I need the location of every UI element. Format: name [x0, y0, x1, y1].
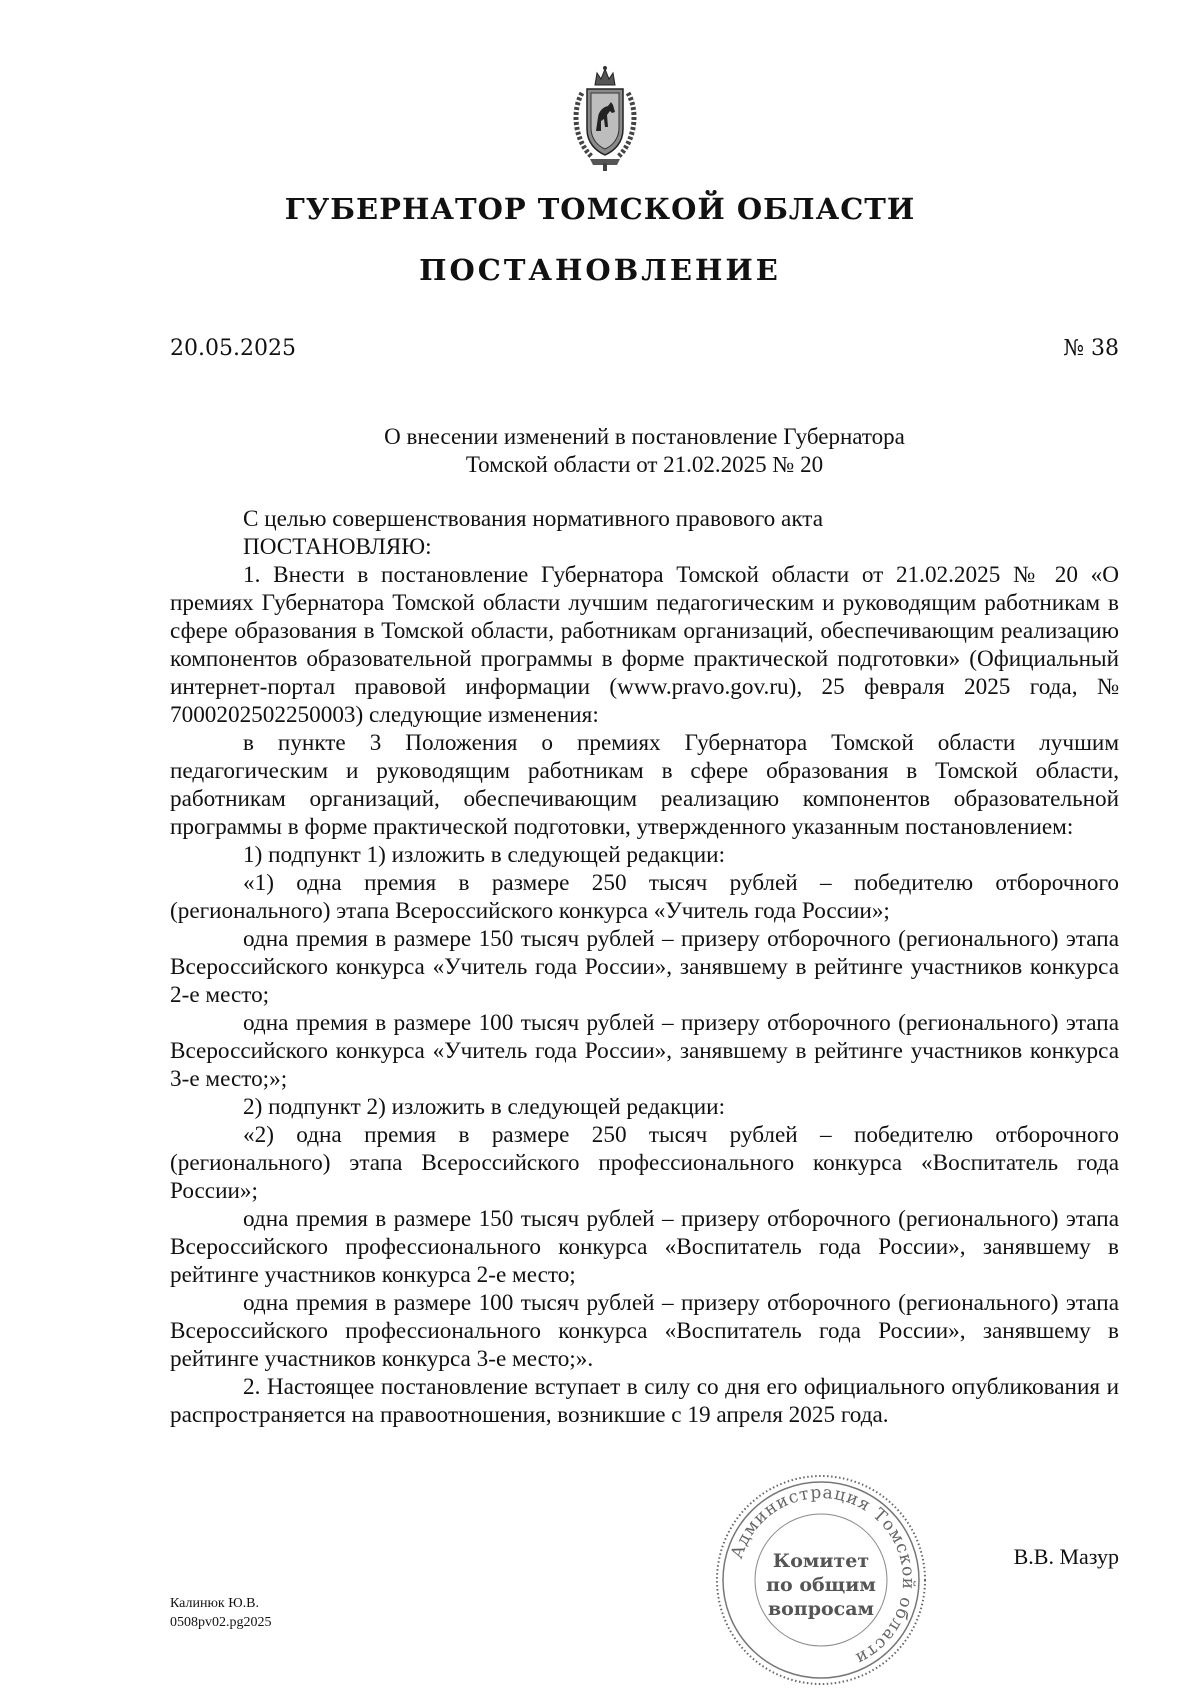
file-code: 0508pv02.pg2025 [170, 1615, 272, 1630]
body-paragraph: одна премия в размере 150 тысяч рублей – призеру отборочного (регионального) этапа Всероссийского профессионального конкурса «Воспитатель года России», занявшему в рейтинге участников конкурса 2-е место; [170, 1206, 1119, 1288]
official-stamp [712, 1471, 930, 1689]
title-line-2: Томской области от 21.02.2025 № 20 [465, 452, 824, 477]
document-title [170, 423, 1119, 479]
issuing-authority: ГУБЕРНАТОР ТОМСКОЙ ОБЛАСТИ [284, 192, 916, 226]
body-paragraph: одна премия в размере 100 тысяч рублей – призеру отборочного (регионального) этапа Всероссийского профессионального конкурса «Воспитатель года России», занявшему в рейтинге участников конкурса 3-е место;». [170, 1290, 1119, 1372]
body-paragraph: 2. Настоящее постановление вступает в силу со дня его официального опубликования и распространяется на правоотношения, возникшие с 19 апреля 2025 года. [170, 1374, 1119, 1428]
body-paragraph: 1) подпункт 1) изложить в следующей редакции: [243, 842, 726, 868]
stamp-ring-text: Администрация Томской области [727, 1482, 919, 1669]
document-date: 20.05.2025 [170, 336, 296, 361]
body-paragraph: 2) подпункт 2) изложить в следующей редакции: [243, 1094, 726, 1120]
footer-notes [170, 1594, 272, 1632]
stamp-center-line-3: вопросам [767, 1598, 875, 1620]
body-resolve: ПОСТАНОВЛЯЮ: [243, 534, 432, 560]
body-preamble: С целью совершенствования нормативного правового акта [243, 506, 824, 532]
title-line-1: О внесении изменений в постановление Губернатора [384, 424, 905, 449]
document-body [170, 505, 1119, 1429]
body-paragraph: одна премия в размере 100 тысяч рублей – призеру отборочного (регионального) этапа Всероссийского конкурса «Учитель года России», занявшему в рейтинге участников конкурса 3-е место;»; [170, 1010, 1119, 1092]
tomsk-coat-of-arms-icon [570, 65, 640, 173]
signer-name: В.В. Мазур [1013, 1544, 1119, 1569]
body-paragraph: в пункте 3 Положения о премиях Губернатора Томской области лучшим педагогическим и руководящим работникам в сфере образования в Томской области, работникам организаций, обеспечивающим реализацию компонентов образовательной программы в форме практической подготовки, утвержденного указанным постановлением: [170, 730, 1119, 840]
body-paragraph: 1. Внести в постановление Губернатора Томской области от 21.02.2025 № 20 «О премиях Губернатора Томской области лучшим педагогическим и руководящим работникам в сфере образования в Томской области, работникам организаций, обеспечивающим реализацию компонентов образовательной программы в форме практической подготовки» (Официальный интернет-портал правовой информации (www.pravo.gov.ru), 25 февраля 2025 года, № 7000202502250003) следующие изменения: [170, 562, 1119, 728]
document-number: № 38 [1063, 336, 1119, 361]
stamp-center-line-2: по общим [766, 1574, 876, 1596]
body-paragraph: «2) одна премия в размере 250 тысяч рублей – победителю отборочного (регионального) этапа Всероссийского профессионального конкурса «Воспитатель года России»; [170, 1122, 1119, 1204]
body-paragraph: «1) одна премия в размере 250 тысяч рублей – победителю отборочного (регионального) этапа Всероссийского конкурса «Учитель года России»; [170, 870, 1119, 924]
document-type: ПОСТАНОВЛЕНИЕ [419, 253, 781, 287]
stamp-center-line-1: Комитет [772, 1550, 870, 1572]
body-paragraph: одна премия в размере 150 тысяч рублей – призеру отборочного (регионального) этапа Всероссийского конкурса «Учитель года России», занявшему в рейтинге участников конкурса 2-е место; [170, 926, 1119, 1008]
executor-name: Калинюк Ю.В. [170, 1596, 259, 1611]
